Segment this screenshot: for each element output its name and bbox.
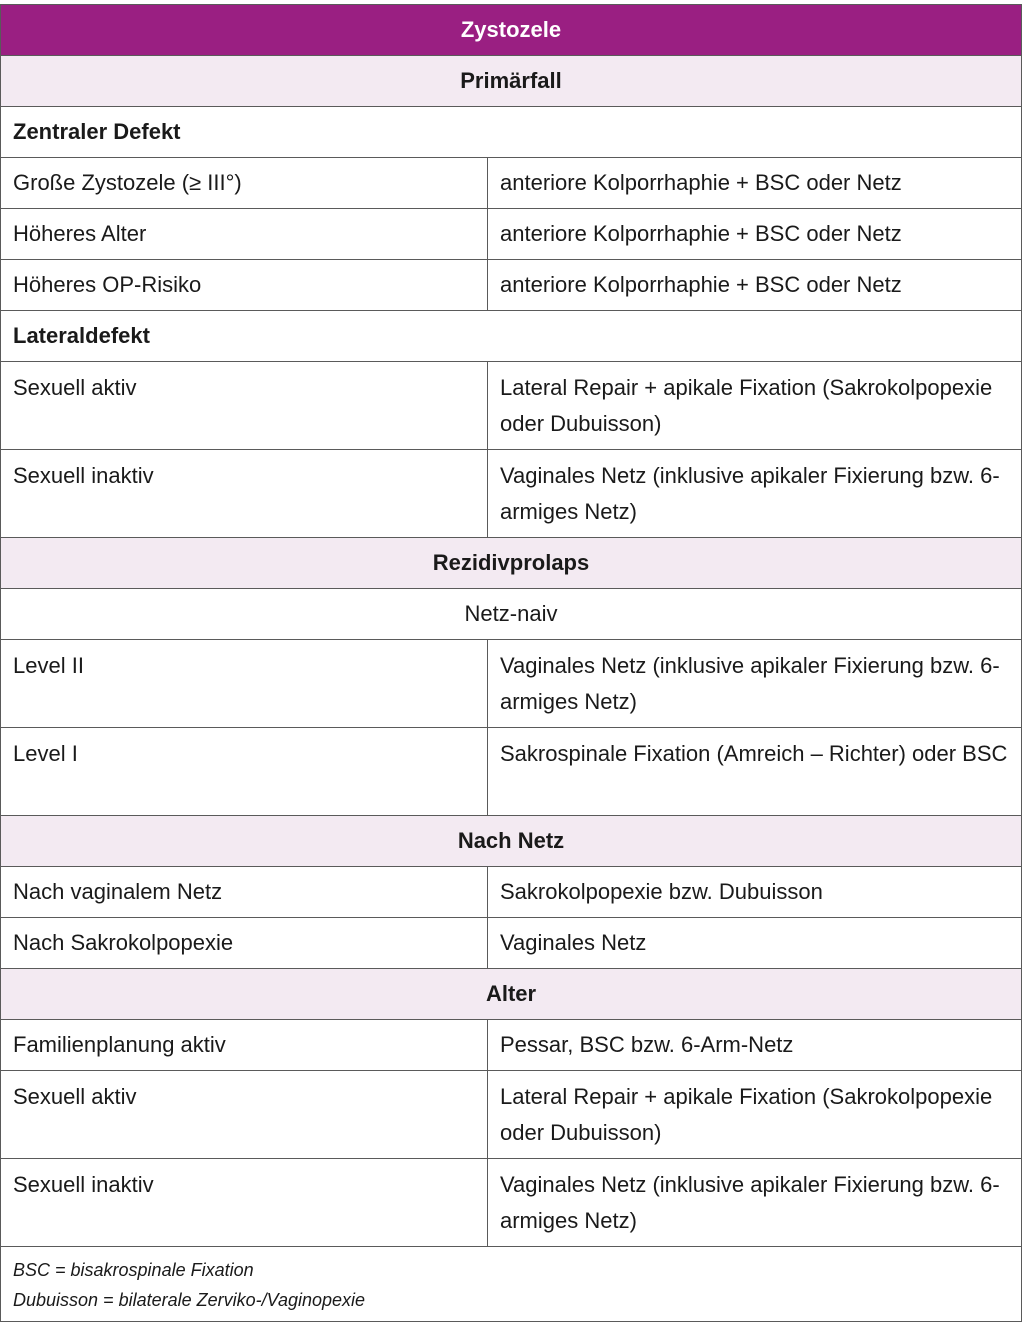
section-row	[1, 816, 1022, 867]
table-row	[1, 640, 1022, 728]
treatment-cell: Sakrokolpopexie bzw. Dubuisson	[488, 867, 1022, 918]
subsection-zentraler-defekt: Zentraler Defekt	[1, 107, 1022, 158]
treatment-table	[0, 4, 1022, 1322]
table-row	[1, 1020, 1022, 1071]
footnotes	[1, 1247, 1022, 1322]
table-row	[1, 867, 1022, 918]
subsection-lateraldefekt: Lateraldefekt	[1, 311, 1022, 362]
section-row	[1, 969, 1022, 1020]
section-heading-nach-netz: Nach Netz	[1, 816, 1022, 867]
section-row	[1, 56, 1022, 107]
section-row	[1, 538, 1022, 589]
subsection-row	[1, 311, 1022, 362]
condition-cell: Level I	[1, 728, 488, 816]
treatment-cell: Pessar, BSC bzw. 6-Arm-Netz	[488, 1020, 1022, 1071]
section-heading-primaerfall: Primärfall	[1, 56, 1022, 107]
condition-cell: Nach vaginalem Netz	[1, 867, 488, 918]
subsection-row	[1, 589, 1022, 640]
condition-cell: Große Zystozele (≥ III°)	[1, 158, 488, 209]
table-row	[1, 362, 1022, 450]
treatment-cell: anteriore Kolporrhaphie + BSC oder Netz	[488, 209, 1022, 260]
table-row	[1, 260, 1022, 311]
table-row	[1, 1159, 1022, 1247]
condition-cell: Höheres OP-Risiko	[1, 260, 488, 311]
condition-cell: Sexuell inaktiv	[1, 1159, 488, 1247]
condition-cell: Nach Sakrokolpopexie	[1, 918, 488, 969]
treatment-cell: anteriore Kolporrhaphie + BSC oder Netz	[488, 158, 1022, 209]
condition-cell: Familienplanung aktiv	[1, 1020, 488, 1071]
treatment-cell: Vaginales Netz (inklusive apikaler Fixierung bzw. 6-armiges Netz)	[488, 1159, 1022, 1247]
treatment-cell: Lateral Repair + apikale Fixation (Sakrokolpopexie oder Dubuisson)	[488, 1071, 1022, 1159]
title-row	[1, 5, 1022, 56]
condition-cell: Level II	[1, 640, 488, 728]
table-row	[1, 209, 1022, 260]
condition-cell: Sexuell aktiv	[1, 362, 488, 450]
section-heading-alter: Alter	[1, 969, 1022, 1020]
table-title: Zystozele	[1, 5, 1022, 56]
subsection-netz-naiv: Netz-naiv	[1, 589, 1022, 640]
treatment-cell: Vaginales Netz	[488, 918, 1022, 969]
table-row	[1, 728, 1022, 816]
footnote-row	[1, 1247, 1022, 1322]
condition-cell: Sexuell inaktiv	[1, 450, 488, 538]
treatment-cell: Sakrospinale Fixation (Amreich – Richter) oder BSC	[488, 728, 1022, 816]
table-row	[1, 1071, 1022, 1159]
treatment-cell: Vaginales Netz (inklusive apikaler Fixierung bzw. 6-armiges Netz)	[488, 450, 1022, 538]
table-row	[1, 450, 1022, 538]
treatment-cell: Vaginales Netz (inklusive apikaler Fixierung bzw. 6-armiges Netz)	[488, 640, 1022, 728]
footnote-dubuisson: Dubuisson = bilaterale Zerviko-/Vaginopexie	[13, 1290, 366, 1310]
subsection-row	[1, 107, 1022, 158]
section-heading-rezidivprolaps: Rezidivprolaps	[1, 538, 1022, 589]
condition-cell: Höheres Alter	[1, 209, 488, 260]
treatment-cell: anteriore Kolporrhaphie + BSC oder Netz	[488, 260, 1022, 311]
table-row	[1, 918, 1022, 969]
condition-cell: Sexuell aktiv	[1, 1071, 488, 1159]
treatment-cell: Lateral Repair + apikale Fixation (Sakrokolpopexie oder Dubuisson)	[488, 362, 1022, 450]
footnote-bsc: BSC = bisakrospinale Fixation	[13, 1260, 254, 1280]
table-row	[1, 158, 1022, 209]
